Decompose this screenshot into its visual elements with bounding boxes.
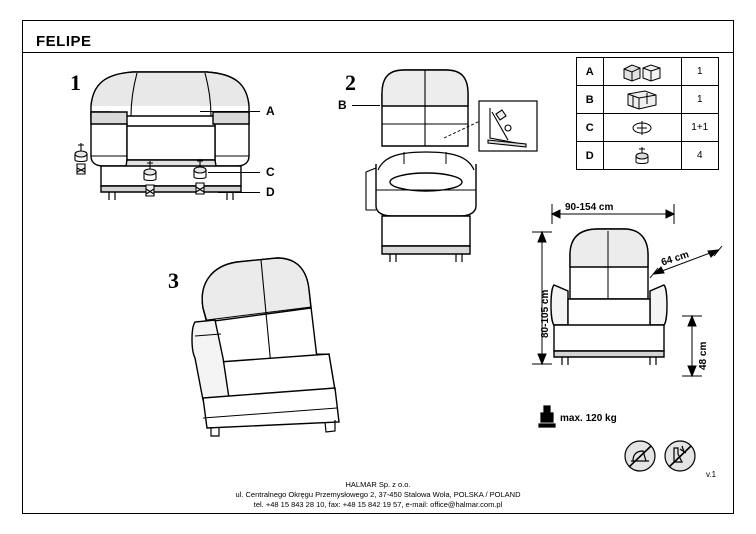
height-dimension-label: 80-105 cm [540, 289, 551, 338]
part-label-d: D [577, 142, 604, 170]
part-qty-b: 1 [681, 86, 718, 114]
bolt-icon [633, 145, 651, 167]
part-qty-c: 1+1 [681, 114, 718, 142]
part-icon-cell-c [603, 114, 681, 142]
footer-company: HALMAR Sp. z o.o. [345, 480, 411, 489]
part-label-c: C [577, 114, 604, 142]
parts-table [576, 57, 719, 170]
footer-address: ul. Centralnego Okręgu Przemysłowego 2, 37-450 Stalowa Wola, POLSKA / POLAND [235, 490, 521, 499]
table-row [577, 114, 719, 142]
bracket-detail-right-icon [190, 156, 220, 204]
part-label-a: A [577, 58, 604, 86]
no-bleach-icon [664, 440, 696, 472]
callout-c-leader [208, 172, 260, 173]
part-qty-d: 4 [681, 142, 718, 170]
table-row [577, 142, 719, 170]
part-icon-cell-d [603, 142, 681, 170]
step-1-number: 1 [70, 70, 81, 95]
page-title: FELIPE [36, 33, 92, 50]
step-2-detail-inset [478, 100, 538, 152]
armrest-pair-icon [622, 62, 662, 82]
callout-a-leader [200, 111, 260, 112]
callout-b-label: B [338, 98, 347, 112]
part-qty-a: 1 [681, 58, 718, 86]
version-label: v.1 [706, 470, 717, 479]
table-row [577, 86, 719, 114]
depth-dimension-label: 64 cm [660, 249, 691, 269]
max-load-icon [538, 404, 556, 430]
bracket-detail-left-icon [72, 140, 102, 182]
width-dimension-label: 90-154 cm [565, 202, 614, 213]
bracket-detail-mid-icon [140, 158, 170, 206]
footer-contact: tel. +48 15 843 28 10, fax: +48 15 842 19 57, e-mail: office@halmar.com.pl [253, 500, 503, 509]
callout-d-label: D [266, 185, 275, 199]
bracket-icon [631, 119, 653, 137]
table-row [577, 58, 719, 86]
step-2-number: 2 [345, 70, 356, 95]
no-ironing-icon [624, 440, 656, 472]
part-icon-cell-b [603, 86, 681, 114]
step-3-chair-drawing [185, 250, 365, 440]
callout-c-label: C [266, 165, 275, 179]
part-label-b: B [577, 86, 604, 114]
step-2-chair-drawing [360, 60, 490, 270]
max-load-label: max. 120 kg [560, 413, 617, 424]
callout-d-leader [218, 192, 260, 193]
title-divider [23, 52, 733, 53]
backrest-icon [625, 90, 659, 110]
step-3-number: 3 [168, 268, 179, 293]
step-1-chair-drawing [75, 60, 275, 220]
seat-height-dimension-label: 48 cm [698, 341, 709, 370]
footer [23, 480, 733, 510]
part-icon-cell-a [603, 58, 681, 86]
callout-a-label: A [266, 104, 275, 118]
